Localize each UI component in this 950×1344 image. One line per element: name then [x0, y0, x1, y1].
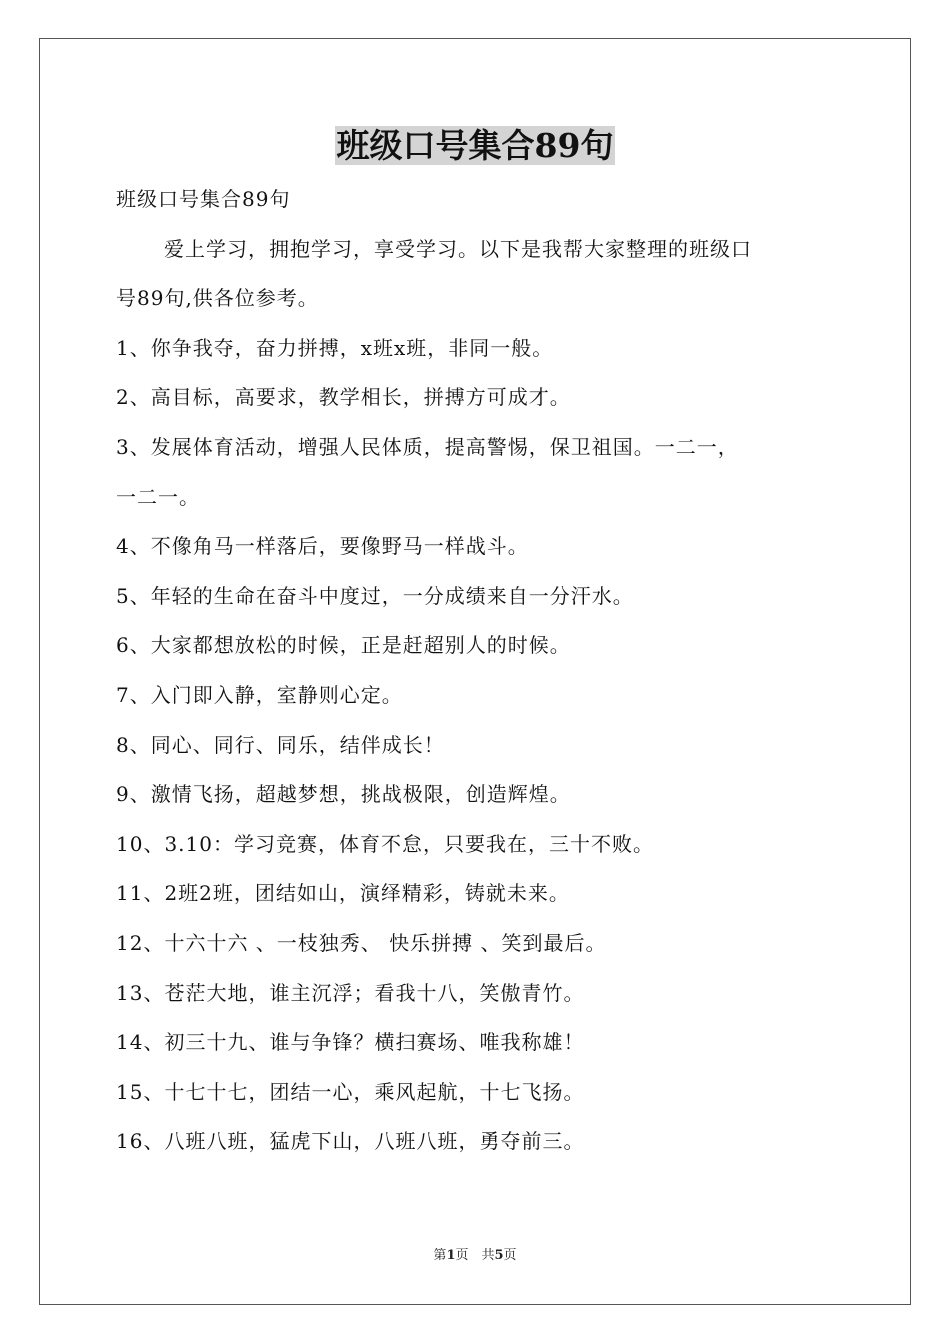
slogan-item-continued: 一二一。: [116, 484, 200, 509]
current-page-number: 1: [446, 1248, 456, 1263]
intro-line-1: 爱上学习，拥抱学习，享受学习。以下是我帮大家整理的班级口: [164, 236, 752, 261]
slogan-item: 11、2班2班，团结如山，演绎精彩，铸就未来。: [116, 881, 570, 906]
footer-prefix: 第: [433, 1248, 447, 1263]
slogan-item: 7、入门即入静，室静则心定。: [116, 682, 403, 707]
slogan-item: 14、初三十九、谁与争锋？横扫赛场、唯我称雄！: [116, 1030, 585, 1055]
slogan-item: 1、你争我夺，奋力拼搏，x班x班，非同一般。: [116, 335, 554, 360]
slogan-item: 4、不像角马一样落后，要像野马一样战斗。: [116, 534, 529, 559]
subtitle: 班级口号集合89句: [116, 187, 291, 211]
slogan-item: 15、十七十七，团结一心，乘风起航，十七飞扬。: [116, 1079, 585, 1104]
page-footer: [0, 1246, 950, 1266]
slogan-item: 9、激情飞扬，超越梦想，挑战极限，创造辉煌。: [116, 782, 571, 807]
slogan-item: 5、年轻的生命在奋斗中度过，一分成绩来自一分汗水。: [116, 583, 634, 608]
slogan-item: 10、3.10：学习竞赛，体育不怠，只要我在，三十不败。: [116, 831, 654, 856]
intro-line-2: 号89句,供各位参考。: [116, 286, 319, 311]
footer-mid: 页 共: [455, 1248, 495, 1263]
slogan-item: 6、大家都想放松的时候，正是赶超别人的时候。: [116, 633, 571, 658]
slogan-item: 8、同心、同行、同乐，结伴成长！: [116, 732, 445, 757]
slogan-item: 12、十六十六 、一枝独秀、 快乐拼搏 、笑到最后。: [116, 930, 607, 955]
document-body: [116, 175, 836, 1167]
slogan-item: 3、发展体育活动，增强人民体质，提高警惕，保卫祖国。一二一，: [116, 434, 739, 459]
total-page-number: 5: [494, 1248, 504, 1263]
document-title-text: 班级口号集合89句: [336, 126, 614, 165]
slogan-item: 16、八班八班，猛虎下山，八班八班，勇夺前三。: [116, 1129, 585, 1154]
document-title: [0, 124, 950, 168]
footer-suffix: 页: [503, 1248, 517, 1263]
slogan-item: 13、苍茫大地，谁主沉浮；看我十八，笑傲青竹。: [116, 980, 585, 1005]
slogan-item: 2、高目标，高要求，教学相长，拼搏方可成才。: [116, 385, 571, 410]
